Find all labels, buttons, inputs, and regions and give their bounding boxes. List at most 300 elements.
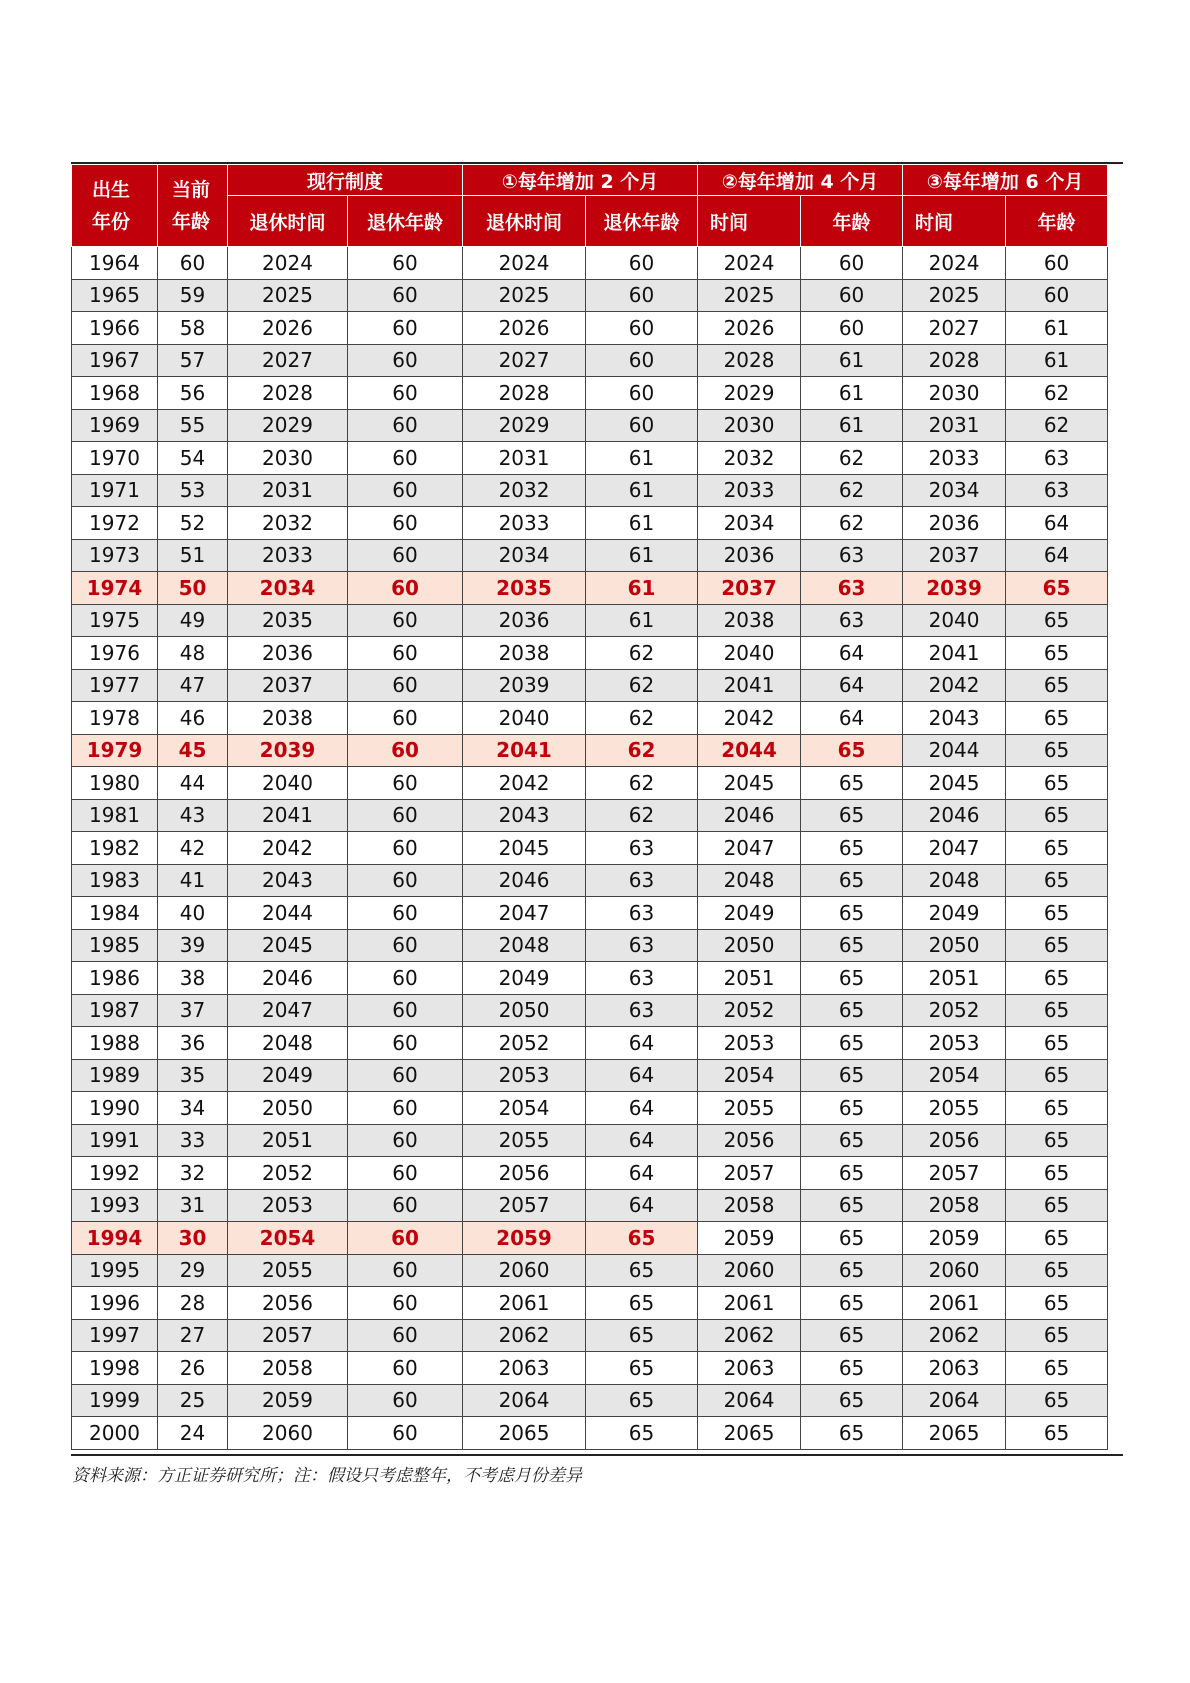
table-cell: 2055	[228, 1254, 348, 1287]
table-row	[72, 247, 1108, 280]
table-cell: 24	[158, 1417, 228, 1450]
table-cell: 65	[801, 1319, 903, 1352]
table-cell: 60	[348, 1092, 463, 1125]
header-current-age: 当前 年龄	[158, 165, 228, 247]
table-cell: 2041	[698, 669, 801, 702]
table-cell: 2037	[698, 572, 801, 605]
table-cell: 2061	[698, 1287, 801, 1320]
table-cell: 2052	[228, 1157, 348, 1190]
table-cell: 65	[1006, 734, 1108, 767]
table-cell: 62	[586, 734, 698, 767]
table-cell: 2032	[463, 474, 586, 507]
table-cell: 60	[348, 572, 463, 605]
table-cell: 55	[158, 409, 228, 442]
table-cell: 62	[586, 767, 698, 800]
table-row	[72, 1254, 1108, 1287]
table-cell: 60	[348, 247, 463, 280]
table-cell: 60	[586, 312, 698, 345]
table-cell: 53	[158, 474, 228, 507]
table-row	[72, 344, 1108, 377]
table-cell: 2050	[903, 929, 1006, 962]
table-cell: 40	[158, 897, 228, 930]
table-cell: 2049	[903, 897, 1006, 930]
header-group-plus-4-months: ②每年增加 4 个月	[698, 165, 903, 196]
table-cell: 1993	[72, 1189, 158, 1222]
table-cell: 63	[586, 897, 698, 930]
table-cell: 2033	[903, 442, 1006, 475]
table-cell: 65	[801, 832, 903, 865]
table-cell: 65	[586, 1287, 698, 1320]
table-cell: 2063	[903, 1352, 1006, 1385]
table-cell: 2056	[463, 1157, 586, 1190]
table-cell: 2040	[698, 637, 801, 670]
source-note: 资料来源：方正证券研究所；注：假设只考虑整年，不考虑月份差异	[72, 1466, 582, 1486]
table-cell: 1966	[72, 312, 158, 345]
table-cell: 2030	[228, 442, 348, 475]
table-cell: 2038	[463, 637, 586, 670]
table-cell: 2065	[463, 1417, 586, 1450]
table-cell: 60	[801, 279, 903, 312]
table-row	[72, 637, 1108, 670]
table-cell: 2024	[463, 247, 586, 280]
table-cell: 2054	[463, 1092, 586, 1125]
table-cell: 60	[348, 1254, 463, 1287]
table-cell: 60	[801, 247, 903, 280]
table-cell: 65	[801, 1027, 903, 1060]
table-cell: 62	[586, 637, 698, 670]
table-row	[72, 474, 1108, 507]
table-cell: 2033	[463, 507, 586, 540]
table-cell: 2000	[72, 1417, 158, 1450]
table-row	[72, 799, 1108, 832]
table-cell: 2034	[228, 572, 348, 605]
table-cell: 65	[801, 864, 903, 897]
header-group-current-system: 现行制度	[228, 165, 463, 196]
table-cell: 1995	[72, 1254, 158, 1287]
table-cell: 47	[158, 669, 228, 702]
table-cell: 27	[158, 1319, 228, 1352]
table-cell: 61	[586, 474, 698, 507]
table-cell: 2059	[903, 1222, 1006, 1255]
table-cell: 2043	[228, 864, 348, 897]
table-cell: 1975	[72, 604, 158, 637]
table-row	[72, 1319, 1108, 1352]
table-cell: 2045	[228, 929, 348, 962]
table-row	[72, 767, 1108, 800]
table-cell: 2025	[698, 279, 801, 312]
table-cell: 1979	[72, 734, 158, 767]
table-cell: 65	[801, 1189, 903, 1222]
table-row	[72, 1287, 1108, 1320]
table-cell: 65	[801, 994, 903, 1027]
table-cell: 37	[158, 994, 228, 1027]
table-cell: 65	[801, 1092, 903, 1125]
subheader-retire-age-current: 退休年龄	[348, 196, 463, 247]
table-cell: 2030	[698, 409, 801, 442]
table-row	[72, 572, 1108, 605]
table-cell: 2050	[228, 1092, 348, 1125]
table-row	[72, 1124, 1108, 1157]
table-cell: 65	[801, 799, 903, 832]
table-cell: 60	[348, 507, 463, 540]
table-cell: 2028	[698, 344, 801, 377]
table-cell: 64	[801, 637, 903, 670]
table-row	[72, 1189, 1108, 1222]
table-cell: 2058	[228, 1352, 348, 1385]
table-cell: 48	[158, 637, 228, 670]
table-cell: 1967	[72, 344, 158, 377]
table-cell: 60	[348, 1352, 463, 1385]
table-cell: 60	[348, 539, 463, 572]
table-cell: 2053	[698, 1027, 801, 1060]
table-cell: 65	[586, 1352, 698, 1385]
table-cell: 65	[801, 1254, 903, 1287]
table-row	[72, 1157, 1108, 1190]
table-cell: 60	[348, 702, 463, 735]
table-cell: 1976	[72, 637, 158, 670]
table-cell: 61	[586, 442, 698, 475]
table-cell: 28	[158, 1287, 228, 1320]
table-cell: 2024	[698, 247, 801, 280]
table-cell: 2047	[903, 832, 1006, 865]
table-cell: 2048	[228, 1027, 348, 1060]
table-cell: 2048	[698, 864, 801, 897]
table-cell: 2061	[463, 1287, 586, 1320]
table-cell: 60	[586, 409, 698, 442]
table-cell: 1999	[72, 1384, 158, 1417]
table-cell: 1981	[72, 799, 158, 832]
table-cell: 2042	[228, 832, 348, 865]
table-row	[72, 507, 1108, 540]
table-cell: 1988	[72, 1027, 158, 1060]
table-row	[72, 734, 1108, 767]
table-cell: 2033	[698, 474, 801, 507]
table-cell: 2025	[463, 279, 586, 312]
table-cell: 2048	[903, 864, 1006, 897]
table-cell: 2054	[698, 1059, 801, 1092]
table-cell: 2053	[463, 1059, 586, 1092]
table-cell: 64	[1006, 507, 1108, 540]
table-cell: 33	[158, 1124, 228, 1157]
table-cell: 2063	[463, 1352, 586, 1385]
table-row	[72, 377, 1108, 410]
table-cell: 2026	[228, 312, 348, 345]
table-cell: 65	[801, 1059, 903, 1092]
table-cell: 2056	[228, 1287, 348, 1320]
table-cell: 36	[158, 1027, 228, 1060]
table-cell: 2031	[463, 442, 586, 475]
table-cell: 62	[1006, 377, 1108, 410]
table-cell: 2041	[463, 734, 586, 767]
table-cell: 2057	[463, 1189, 586, 1222]
table-cell: 2046	[698, 799, 801, 832]
table-cell: 61	[1006, 344, 1108, 377]
table-cell: 1982	[72, 832, 158, 865]
table-cell: 65	[1006, 1417, 1108, 1450]
table-cell: 2027	[463, 344, 586, 377]
table-cell: 65	[801, 1124, 903, 1157]
table-cell: 63	[801, 539, 903, 572]
table-cell: 1971	[72, 474, 158, 507]
table-row	[72, 539, 1108, 572]
table-cell: 60	[348, 832, 463, 865]
table-cell: 2057	[228, 1319, 348, 1352]
table-cell: 65	[1006, 637, 1108, 670]
table-cell: 41	[158, 864, 228, 897]
retirement-age-table	[71, 164, 1108, 1450]
table-cell: 2027	[228, 344, 348, 377]
table-cell: 2063	[698, 1352, 801, 1385]
table-cell: 63	[586, 832, 698, 865]
table-cell: 60	[586, 344, 698, 377]
table-cell: 2040	[903, 604, 1006, 637]
table-cell: 2049	[698, 897, 801, 930]
table-row	[72, 864, 1108, 897]
table-cell: 2050	[463, 994, 586, 1027]
table-cell: 2035	[463, 572, 586, 605]
table-cell: 2033	[228, 539, 348, 572]
table-cell: 2042	[903, 669, 1006, 702]
table-cell: 2051	[228, 1124, 348, 1157]
table-cell: 2026	[698, 312, 801, 345]
table-cell: 60	[348, 864, 463, 897]
table-cell: 2036	[463, 604, 586, 637]
table-cell: 2065	[698, 1417, 801, 1450]
table-cell: 58	[158, 312, 228, 345]
table-cell: 64	[586, 1059, 698, 1092]
table-cell: 2053	[228, 1189, 348, 1222]
table-cell: 65	[1006, 929, 1108, 962]
table-cell: 65	[801, 1352, 903, 1385]
table-bottom-rule	[71, 1454, 1123, 1456]
table-row	[72, 1027, 1108, 1060]
table-row	[72, 409, 1108, 442]
table-cell: 60	[348, 1222, 463, 1255]
table-cell: 2051	[698, 962, 801, 995]
table-cell: 2032	[228, 507, 348, 540]
table-row	[72, 1384, 1108, 1417]
table-cell: 63	[586, 962, 698, 995]
table-cell: 60	[348, 1287, 463, 1320]
table-cell: 65	[801, 1287, 903, 1320]
table-cell: 60	[348, 637, 463, 670]
table-cell: 60	[348, 409, 463, 442]
table-cell: 2048	[463, 929, 586, 962]
table-cell: 2049	[463, 962, 586, 995]
table-cell: 2034	[903, 474, 1006, 507]
table-cell: 2038	[698, 604, 801, 637]
table-cell: 65	[1006, 1254, 1108, 1287]
subheader-retire-time-2m: 退休时间	[463, 196, 586, 247]
table-cell: 60	[348, 1189, 463, 1222]
table-cell: 2042	[698, 702, 801, 735]
table-cell: 2040	[463, 702, 586, 735]
table-cell: 65	[586, 1254, 698, 1287]
table-cell: 65	[801, 1417, 903, 1450]
table-cell: 2031	[228, 474, 348, 507]
table-cell: 2062	[903, 1319, 1006, 1352]
table-cell: 1987	[72, 994, 158, 1027]
table-cell: 60	[348, 1157, 463, 1190]
table-cell: 65	[1006, 1189, 1108, 1222]
table-cell: 65	[1006, 604, 1108, 637]
table-cell: 1992	[72, 1157, 158, 1190]
table-cell: 2064	[698, 1384, 801, 1417]
table-cell: 64	[586, 1124, 698, 1157]
table-cell: 2034	[698, 507, 801, 540]
table-cell: 59	[158, 279, 228, 312]
table-cell: 60	[348, 929, 463, 962]
table-row	[72, 312, 1108, 345]
table-cell: 63	[801, 572, 903, 605]
table-cell: 65	[1006, 1157, 1108, 1190]
table-cell: 64	[1006, 539, 1108, 572]
header-group-plus-2-months: ①每年增加 2 个月	[463, 165, 698, 196]
table-cell: 60	[348, 1124, 463, 1157]
table-cell: 35	[158, 1059, 228, 1092]
table-cell: 2027	[903, 312, 1006, 345]
table-row	[72, 1222, 1108, 1255]
table-cell: 60	[348, 994, 463, 1027]
table-cell: 2044	[228, 897, 348, 930]
table-cell: 61	[586, 604, 698, 637]
table-cell: 64	[586, 1189, 698, 1222]
table-cell: 65	[1006, 669, 1108, 702]
table-cell: 2028	[903, 344, 1006, 377]
table-cell: 62	[586, 669, 698, 702]
table-cell: 63	[586, 864, 698, 897]
table-cell: 2054	[228, 1222, 348, 1255]
table-cell: 65	[1006, 1222, 1108, 1255]
table-cell: 65	[1006, 832, 1108, 865]
table-cell: 2041	[903, 637, 1006, 670]
table-cell: 65	[801, 767, 903, 800]
table-cell: 65	[801, 1157, 903, 1190]
table-cell: 1983	[72, 864, 158, 897]
table-cell: 45	[158, 734, 228, 767]
table-cell: 60	[348, 442, 463, 475]
table-cell: 60	[1006, 247, 1108, 280]
table-cell: 65	[1006, 1092, 1108, 1125]
table-cell: 2062	[463, 1319, 586, 1352]
table-cell: 60	[801, 312, 903, 345]
table-cell: 2049	[228, 1059, 348, 1092]
table-cell: 65	[1006, 1384, 1108, 1417]
table-cell: 1970	[72, 442, 158, 475]
table-cell: 2053	[903, 1027, 1006, 1060]
table-row	[72, 1352, 1108, 1385]
table-cell: 60	[348, 1027, 463, 1060]
table-row	[72, 1092, 1108, 1125]
table-cell: 1968	[72, 377, 158, 410]
table-cell: 2057	[903, 1157, 1006, 1190]
table-cell: 65	[1006, 1027, 1108, 1060]
table-cell: 60	[348, 604, 463, 637]
table-cell: 2046	[903, 799, 1006, 832]
table-cell: 2052	[463, 1027, 586, 1060]
table-cell: 2055	[463, 1124, 586, 1157]
table-cell: 60	[348, 799, 463, 832]
table-cell: 2038	[228, 702, 348, 735]
table-cell: 62	[801, 507, 903, 540]
table-cell: 30	[158, 1222, 228, 1255]
table-cell: 1969	[72, 409, 158, 442]
table-cell: 42	[158, 832, 228, 865]
table-cell: 64	[801, 669, 903, 702]
table-cell: 1977	[72, 669, 158, 702]
table-cell: 60	[348, 474, 463, 507]
table-cell: 1978	[72, 702, 158, 735]
table-cell: 63	[801, 604, 903, 637]
subheader-age-4m: 年龄	[801, 196, 903, 247]
table-cell: 2057	[698, 1157, 801, 1190]
table-cell: 2042	[463, 767, 586, 800]
table-cell: 60	[586, 377, 698, 410]
table-cell: 1984	[72, 897, 158, 930]
table-cell: 34	[158, 1092, 228, 1125]
table-cell: 2039	[228, 734, 348, 767]
table-cell: 1973	[72, 539, 158, 572]
table-cell: 1985	[72, 929, 158, 962]
table-cell: 65	[801, 897, 903, 930]
table-cell: 64	[801, 702, 903, 735]
header-birth-year: 出生 年份	[72, 165, 158, 247]
table-cell: 1974	[72, 572, 158, 605]
table-cell: 61	[586, 539, 698, 572]
table-cell: 2039	[903, 572, 1006, 605]
table-row	[72, 832, 1108, 865]
table-cell: 63	[1006, 442, 1108, 475]
table-cell: 65	[1006, 962, 1108, 995]
table-cell: 2039	[463, 669, 586, 702]
table-cell: 2041	[228, 799, 348, 832]
table-row	[72, 929, 1108, 962]
table-cell: 65	[1006, 897, 1108, 930]
header-group-plus-6-months: ③每年增加 6 个月	[903, 165, 1108, 196]
table-cell: 2046	[228, 962, 348, 995]
table-cell: 2056	[903, 1124, 1006, 1157]
table-body	[72, 247, 1108, 1450]
table-cell: 2064	[903, 1384, 1006, 1417]
table-cell: 2059	[228, 1384, 348, 1417]
table-cell: 2028	[228, 377, 348, 410]
table-cell: 29	[158, 1254, 228, 1287]
table-cell: 2025	[903, 279, 1006, 312]
table-cell: 2036	[228, 637, 348, 670]
table-cell: 2045	[698, 767, 801, 800]
table-cell: 64	[586, 1092, 698, 1125]
subheader-retire-time-current: 退休时间	[228, 196, 348, 247]
table-cell: 2031	[903, 409, 1006, 442]
table-cell: 2026	[463, 312, 586, 345]
table-cell: 60	[348, 669, 463, 702]
table-cell: 60	[348, 767, 463, 800]
table-cell: 1964	[72, 247, 158, 280]
table-cell: 60	[348, 734, 463, 767]
table-cell: 2050	[698, 929, 801, 962]
table-cell: 1998	[72, 1352, 158, 1385]
subheader-retire-age-2m: 退休年龄	[586, 196, 698, 247]
table-cell: 2058	[903, 1189, 1006, 1222]
table-cell: 65	[586, 1222, 698, 1255]
table-cell: 2061	[903, 1287, 1006, 1320]
table-cell: 65	[1006, 702, 1108, 735]
table-cell: 61	[801, 344, 903, 377]
table-cell: 65	[1006, 1059, 1108, 1092]
table-cell: 62	[586, 799, 698, 832]
table-cell: 2060	[228, 1417, 348, 1450]
table-cell: 2037	[228, 669, 348, 702]
